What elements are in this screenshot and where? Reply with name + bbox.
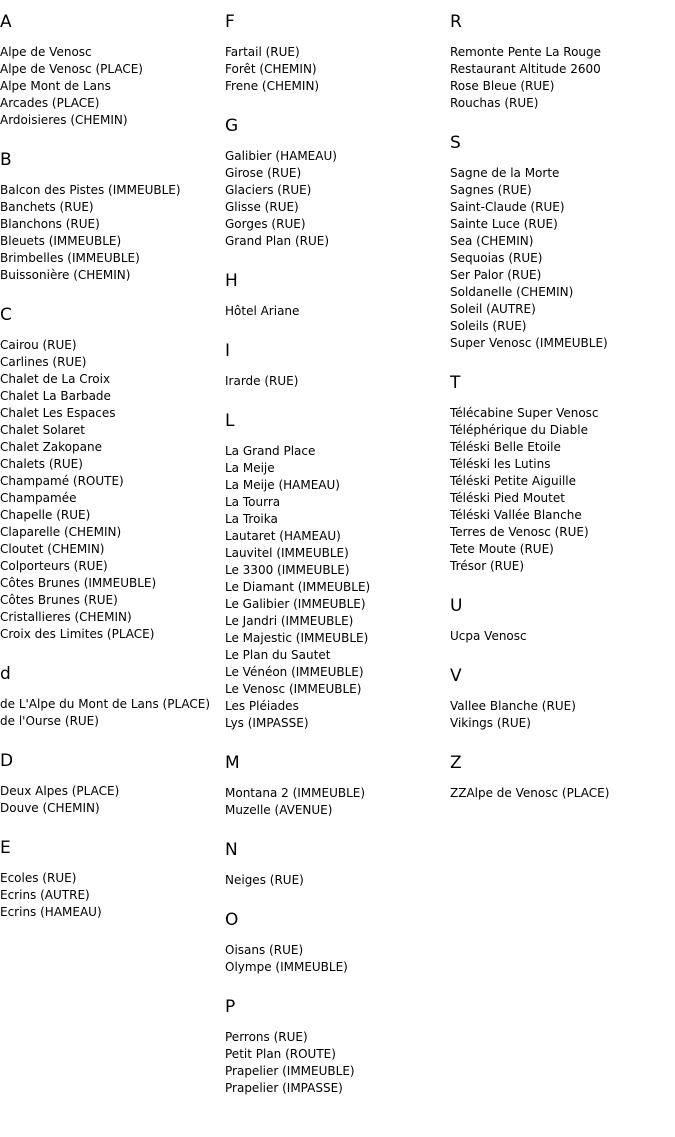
street-item: Lys (IMPASSE): [225, 716, 309, 730]
street-item: Colporteurs (RUE): [0, 559, 108, 573]
street-item: Rouchas (RUE): [450, 96, 539, 110]
street-item: Soleils (RUE): [450, 319, 527, 333]
street-item: Carlines (RUE): [0, 355, 87, 369]
street-item: Irarde (RUE): [225, 374, 299, 388]
street-item: Chalet Les Espaces: [0, 406, 116, 420]
section-letter: P: [225, 997, 236, 1017]
street-item: Chalets (RUE): [0, 457, 83, 471]
section-letter: F: [225, 12, 235, 32]
street-item: Champamé (ROUTE): [0, 474, 124, 488]
street-item: Le Galibier (IMMEUBLE): [225, 597, 366, 611]
section-letter: N: [225, 840, 238, 860]
street-item: Sea (CHEMIN): [450, 234, 534, 248]
street-item: Côtes Brunes (RUE): [0, 593, 118, 607]
street-item: Cairou (RUE): [0, 338, 77, 352]
street-item: La Meije: [225, 461, 275, 475]
street-item: Terres de Venosc (RUE): [450, 525, 589, 539]
street-item: Muzelle (AVENUE): [225, 803, 333, 817]
section-letter: V: [450, 666, 462, 686]
street-item: La Grand Place: [225, 444, 316, 458]
street-item: Douve (CHEMIN): [0, 801, 100, 815]
street-item: Montana 2 (IMMEUBLE): [225, 786, 366, 800]
street-item: ZZAlpe de Venosc (PLACE): [450, 786, 610, 800]
section-letter: A: [0, 12, 12, 32]
street-item: Le Vénéon (IMMEUBLE): [225, 665, 364, 679]
street-item: Banchets (RUE): [0, 200, 94, 214]
street-item: Restaurant Altitude 2600: [450, 62, 601, 76]
street-item: Prapelier (IMMEUBLE): [225, 1064, 355, 1078]
section-letter: R: [450, 12, 462, 32]
street-item: Téléski Belle Etoile: [450, 440, 561, 454]
street-item: Sagne de la Morte: [450, 166, 560, 180]
street-item: Téléski les Lutins: [450, 457, 551, 471]
street-item: Super Venosc (IMMEUBLE): [450, 336, 608, 350]
section-letter: C: [0, 305, 12, 325]
section-letter: B: [0, 150, 12, 170]
street-item: Le Venosc (IMMEUBLE): [225, 682, 362, 696]
street-item: Forêt (CHEMIN): [225, 62, 317, 76]
section-letter: d: [0, 664, 11, 684]
street-item: Olympe (IMMEUBLE): [225, 960, 348, 974]
section-letter: D: [0, 751, 14, 771]
street-item: Prapelier (IMPASSE): [225, 1081, 343, 1095]
section-letter: G: [225, 116, 239, 136]
street-item: Claparelle (CHEMIN): [0, 525, 122, 539]
street-item: de l'Ourse (RUE): [0, 714, 99, 728]
street-item: Chalet de La Croix: [0, 372, 111, 386]
street-item: Petit Plan (ROUTE): [225, 1047, 336, 1061]
street-item: Ecoles (RUE): [0, 871, 77, 885]
street-item: Alpe de Venosc: [0, 45, 92, 59]
street-item: Saint-Claude (RUE): [450, 200, 565, 214]
street-item: Rose Bleue (RUE): [450, 79, 555, 93]
section-letter: H: [225, 271, 238, 291]
section-letter: M: [225, 753, 240, 773]
street-item: Téléski Vallée Blanche: [450, 508, 582, 522]
street-item: Cloutet (CHEMIN): [0, 542, 105, 556]
street-item: Remonte Pente La Rouge: [450, 45, 602, 59]
street-item: Côtes Brunes (IMMEUBLE): [0, 576, 157, 590]
section-letter: U: [450, 596, 463, 616]
section-letter: E: [0, 838, 11, 858]
street-item: Perrons (RUE): [225, 1030, 308, 1044]
street-item: Télécabine Super Venosc: [450, 406, 599, 420]
street-item: Bleuets (IMMEUBLE): [0, 234, 122, 248]
street-item: Téléski Pied Moutet: [450, 491, 565, 505]
street-item: Lauvitel (IMMEUBLE): [225, 546, 349, 560]
street-item: Téléski Petite Aiguille: [450, 474, 577, 488]
street-item: Galibier (HAMEAU): [225, 149, 337, 163]
street-item: Chalet Zakopane: [0, 440, 102, 454]
street-item: Buissonière (CHEMIN): [0, 268, 131, 282]
street-item: de L'Alpe du Mont de Lans (PLACE): [0, 697, 211, 711]
street-item: Sainte Luce (RUE): [450, 217, 558, 231]
street-item: Girose (RUE): [225, 166, 302, 180]
section-letter: L: [225, 411, 235, 431]
street-item: Ser Palor (RUE): [450, 268, 542, 282]
street-item: La Troika: [225, 512, 278, 526]
street-item: La Tourra: [225, 495, 281, 509]
street-item: Alpe de Venosc (PLACE): [0, 62, 143, 76]
street-item: Ecrins (HAMEAU): [0, 905, 102, 919]
street-item: Soleil (AUTRE): [450, 302, 536, 316]
street-item: Téléphérique du Diable: [450, 423, 588, 437]
section-letter: T: [450, 373, 461, 393]
street-item: Hôtel Ariane: [225, 304, 300, 318]
street-item: Oisans (RUE): [225, 943, 304, 957]
street-item: Chalet La Barbade: [0, 389, 111, 403]
street-item: Soldanelle (CHEMIN): [450, 285, 574, 299]
street-item: Sagnes (RUE): [450, 183, 532, 197]
street-item: Balcon des Pistes (IMMEUBLE): [0, 183, 181, 197]
street-item: Neiges (RUE): [225, 873, 304, 887]
street-item: Le 3300 (IMMEUBLE): [225, 563, 350, 577]
street-item: Champamée: [0, 491, 77, 505]
section-letter: O: [225, 910, 239, 930]
street-item: Deux Alpes (PLACE): [0, 784, 120, 798]
street-item: Ecrins (AUTRE): [0, 888, 90, 902]
section-letter: Z: [450, 753, 462, 773]
street-item: Le Diamant (IMMEUBLE): [225, 580, 371, 594]
street-item: Le Plan du Sautet: [225, 648, 331, 662]
street-item: La Meije (HAMEAU): [225, 478, 340, 492]
street-item: Lautaret (HAMEAU): [225, 529, 341, 543]
street-item: Blanchons (RUE): [0, 217, 100, 231]
street-item: Trésor (RUE): [450, 559, 525, 573]
section-letter: I: [225, 341, 231, 361]
street-item: Ardoisieres (CHEMIN): [0, 113, 128, 127]
section-letter: S: [450, 133, 461, 153]
street-item: Tete Moute (RUE): [450, 542, 554, 556]
street-item: Brimbelles (IMMEUBLE): [0, 251, 140, 265]
street-item: Glisse (RUE): [225, 200, 299, 214]
street-item: Fartail (RUE): [225, 45, 300, 59]
street-item: Le Jandri (IMMEUBLE): [225, 614, 354, 628]
street-item: Frene (CHEMIN): [225, 79, 320, 93]
street-item: Cristallieres (CHEMIN): [0, 610, 132, 624]
street-item: Croix des Limites (PLACE): [0, 627, 155, 641]
street-item: Grand Plan (RUE): [225, 234, 330, 248]
street-item: Les Pléiades: [225, 699, 299, 713]
street-item: Le Majestic (IMMEUBLE): [225, 631, 369, 645]
street-item: Vikings (RUE): [450, 716, 531, 730]
street-item: Ucpa Venosc: [450, 629, 527, 643]
street-item: Sequoias (RUE): [450, 251, 543, 265]
street-item: Gorges (RUE): [225, 217, 306, 231]
street-item: Glaciers (RUE): [225, 183, 312, 197]
street-item: Alpe Mont de Lans: [0, 79, 111, 93]
street-item: Chalet Solaret: [0, 423, 85, 437]
street-item: Vallee Blanche (RUE): [450, 699, 576, 713]
street-item: Arcades (PLACE): [0, 96, 100, 110]
street-item: Chapelle (RUE): [0, 508, 91, 522]
